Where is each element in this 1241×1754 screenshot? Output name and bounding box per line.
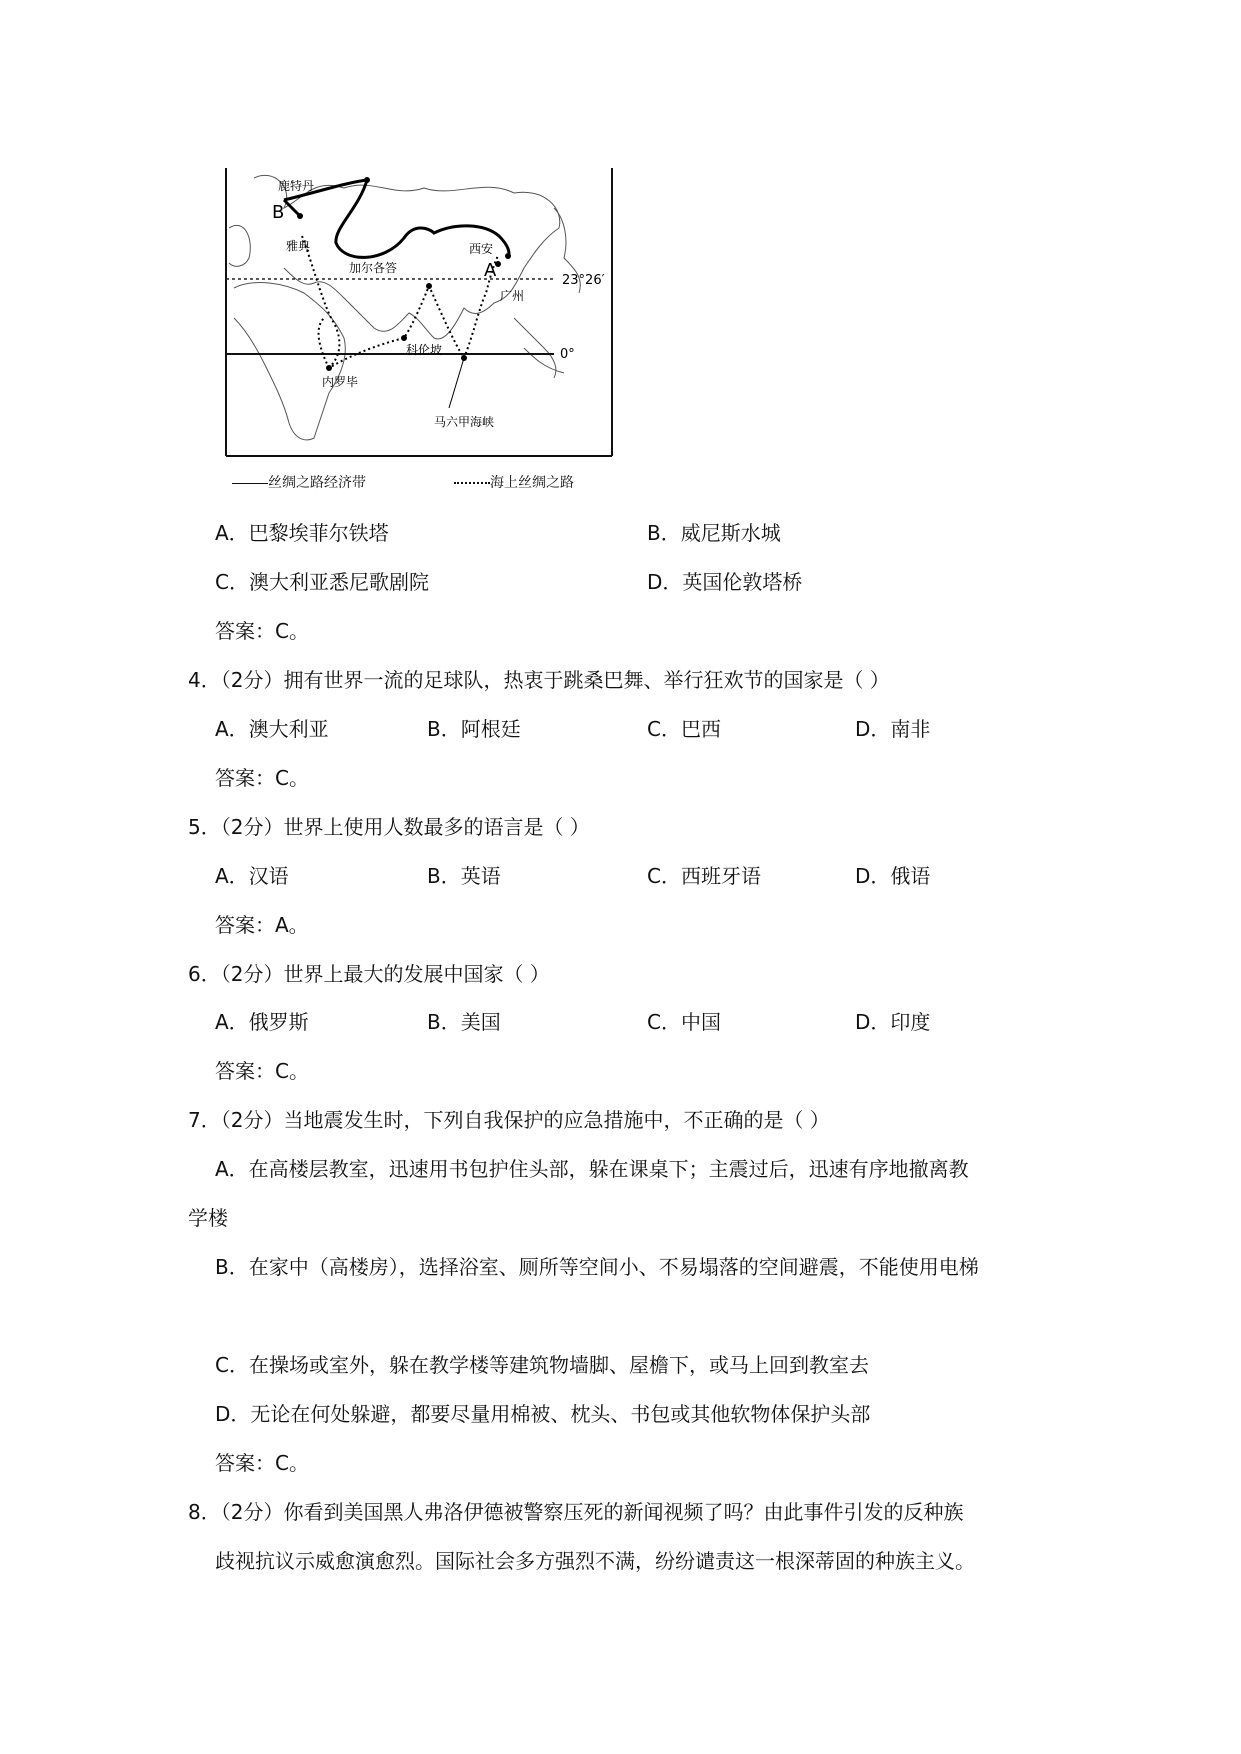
- q6-option-a: A．俄罗斯: [215, 1010, 309, 1034]
- q4-option-c: C．巴西: [647, 717, 721, 741]
- nairobi-label: 内罗毕: [322, 375, 359, 389]
- q3-option-a: A．巴黎埃菲尔铁塔: [215, 521, 389, 545]
- point-a-label: A: [484, 260, 497, 281]
- q7-option-d: D．无论在何处躲避，都要尽量用棉被、枕头、书包或其他软物体保护头部: [215, 1402, 871, 1426]
- legend-belt: [232, 474, 366, 492]
- q6-answer: 答案：C。: [215, 1059, 309, 1083]
- tropic-label: 23°26′: [562, 273, 605, 288]
- kolkata-point: [426, 283, 432, 289]
- q4-answer: 答案：C。: [215, 766, 309, 790]
- point-b-label: B: [272, 202, 285, 223]
- legend-dotted-line: [454, 482, 490, 484]
- silk-road-map: [224, 168, 624, 464]
- q3-answer: 答案：C。: [215, 619, 309, 643]
- q4-stem: 4．（2分）拥有世界一流的足球队，热衷于跳桑巴舞、举行狂欢节的国家是（ ）: [188, 668, 890, 692]
- maritime-silk-road-branch: [319, 318, 329, 368]
- q6-option-c: C．中国: [647, 1010, 721, 1034]
- legend-maritime: [454, 474, 574, 492]
- colombo-point: [401, 335, 407, 341]
- q4-option-a: A．澳大利亚: [215, 717, 329, 741]
- q7-option-a-line2: 学楼: [188, 1206, 228, 1230]
- nairobi-point: [326, 365, 332, 371]
- q6-option-b: B．美国: [427, 1010, 501, 1034]
- q7-option-b: B．在家中（高楼房），选择浴室、厕所等空间小、不易塌落的空间避震，不能使用电梯: [215, 1255, 979, 1279]
- q4-option-d: D．南非: [855, 717, 931, 741]
- colombo-label: 科伦坡: [406, 343, 443, 357]
- malacca-pointer: [449, 358, 464, 408]
- venice-point: [297, 213, 303, 219]
- q5-option-c: C．西班牙语: [647, 864, 761, 888]
- xian-point: [505, 253, 511, 259]
- silk-road-map-svg: [224, 168, 624, 464]
- legend-solid-line: [232, 483, 268, 484]
- equator-label: 0°: [560, 347, 575, 362]
- q8-stem-line1: 8．（2分）你看到美国黑人弗洛伊德被警察压死的新闻视频了吗？由此事件引发的反种族: [188, 1500, 964, 1524]
- xian-label: 西安: [469, 242, 494, 256]
- q4-option-b: B．阿根廷: [427, 717, 521, 741]
- venice-label: 雅典: [286, 239, 311, 253]
- legend-belt-label: 丝绸之路经济带: [268, 475, 366, 491]
- q5-answer: 答案：A。: [215, 913, 309, 937]
- q5-option-a: A．汉语: [215, 864, 289, 888]
- q5-option-b: B．英语: [427, 864, 501, 888]
- rotterdam-label: 鹿特丹: [278, 179, 315, 193]
- q7-option-c: C．在操场或室外，躲在教学楼等建筑物墙脚、屋檐下，或马上回到教室去: [215, 1353, 869, 1377]
- malacca-label: 马六甲海峡: [434, 415, 495, 429]
- q5-stem: 5．（2分）世界上使用人数最多的语言是（ ）: [188, 815, 590, 839]
- legend-maritime-label: 海上丝绸之路: [490, 475, 574, 491]
- q3-option-d: D．英国伦敦塔桥: [647, 570, 803, 594]
- q6-option-d: D．印度: [855, 1010, 931, 1034]
- kolkata-label: 加尔各答: [349, 261, 398, 275]
- q5-option-d: D．俄语: [855, 864, 931, 888]
- land-silk-road-west: [284, 200, 300, 216]
- guangzhou-label: 广州: [500, 289, 525, 303]
- q6-stem: 6．（2分）世界上最大的发展中国家（ ）: [188, 962, 550, 986]
- q3-option-b: B．威尼斯水城: [647, 521, 781, 545]
- q7-stem: 7．（2分）当地震发生时，下列自我保护的应急措施中，不正确的是（ ）: [188, 1108, 830, 1132]
- q7-option-a-line1: A．在高楼层教室，迅速用书包护住头部，躲在课桌下；主震过后，迅速有序地撤离教: [215, 1157, 969, 1181]
- q7-answer: 答案：C。: [215, 1451, 309, 1475]
- moscow-point: [364, 177, 370, 183]
- q8-stem-line2: 歧视抗议示威愈演愈烈。国际社会多方强烈不满，纷纷谴责这一根深蒂固的种族主义。: [215, 1549, 975, 1573]
- q3-option-c: C．澳大利亚悉尼歌剧院: [215, 570, 429, 594]
